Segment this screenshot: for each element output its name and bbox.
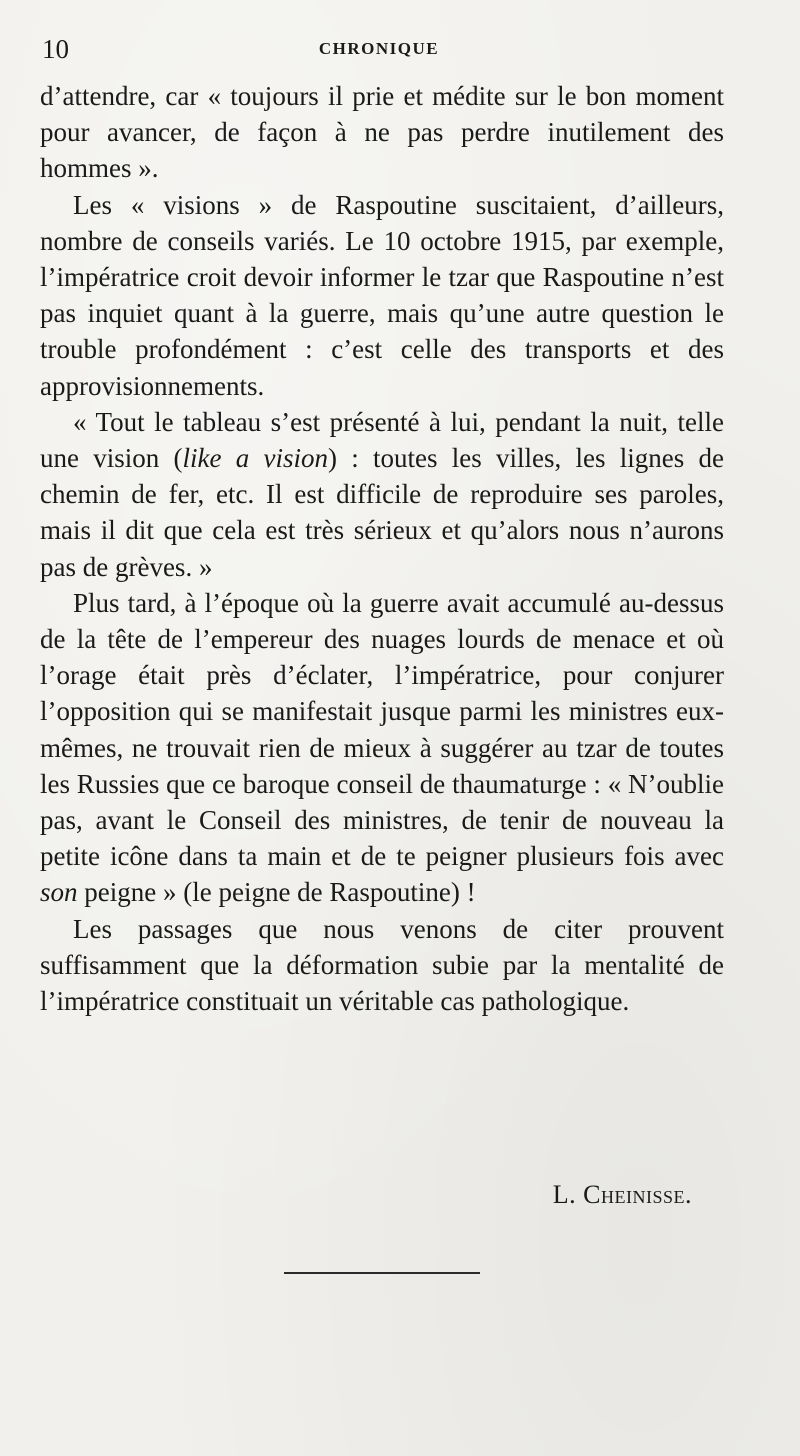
paragraph [40, 187, 724, 404]
paragraph [40, 911, 724, 1020]
paragraph-text: Les « visions » de Raspoutine suscitaient, d’ailleurs, nombre de conseils variés. Le 10 octobre 1915, par exemple, l’impératrice croit devoir informer le tzar que Raspoutine n’est pas inquiet quant à la guerre, mais qu’une autre question le trouble profondément : c’est celle des transports et des approvisionnements. [40, 189, 724, 401]
paragraph-text: « Tout le tableau s’est présenté à lui, pendant la nuit, telle une vision ( [40, 406, 724, 474]
paragraph-text: peigne » (le peigne de Raspoutine) ! [77, 877, 476, 908]
running-head [34, 34, 724, 64]
running-title: CHRONIQUE [318, 39, 440, 58]
italic-phrase: like a vision [182, 443, 328, 474]
paragraph [40, 78, 724, 187]
paragraph [40, 585, 724, 911]
paragraph-text: Plus tard, à l’époque où la guerre avait accumulé au-dessus de la tête de l’empereur des nuages lourds de menace et où l’orage était près d’éclater, l’impératrice, pour conjurer l’opposition qui se manifestait jusque parmi les ministres eux-mêmes, ne trouvait rien de mieux à suggérer au tzar de toutes les Russies que ce baroque conseil de thaumaturge : « N’oublie pas, avant le Conseil des ministres, de tenir de nouveau la petite icône dans ta main et de te peigner plusieurs fois avec [40, 587, 724, 872]
body-text [40, 78, 724, 1019]
author-signature: L. Cheinisse. [552, 1180, 692, 1209]
paragraph [40, 404, 724, 585]
paragraph-text: Les passages que nous venons de citer prouvent suffisamment que la déformation subie par la mentalité de l’impératrice constituait un véritable cas pathologique. [40, 913, 724, 1017]
section-separator-rule [284, 1272, 480, 1274]
paragraph-text: ) : toutes les villes, les lignes de chemin de fer, etc. Il est difficile de reproduire ses paroles, mais il dit que cela est très sérieux et qu’alors nous n’aurons pas de grèves. » [40, 443, 724, 582]
italic-word: son [40, 877, 78, 908]
page-number: 10 [42, 34, 69, 64]
paragraph-text: d’attendre, car « toujours il prie et médite sur le bon moment pour avancer, de façon à ne pas perdre inutilement des hommes ». [40, 81, 724, 184]
